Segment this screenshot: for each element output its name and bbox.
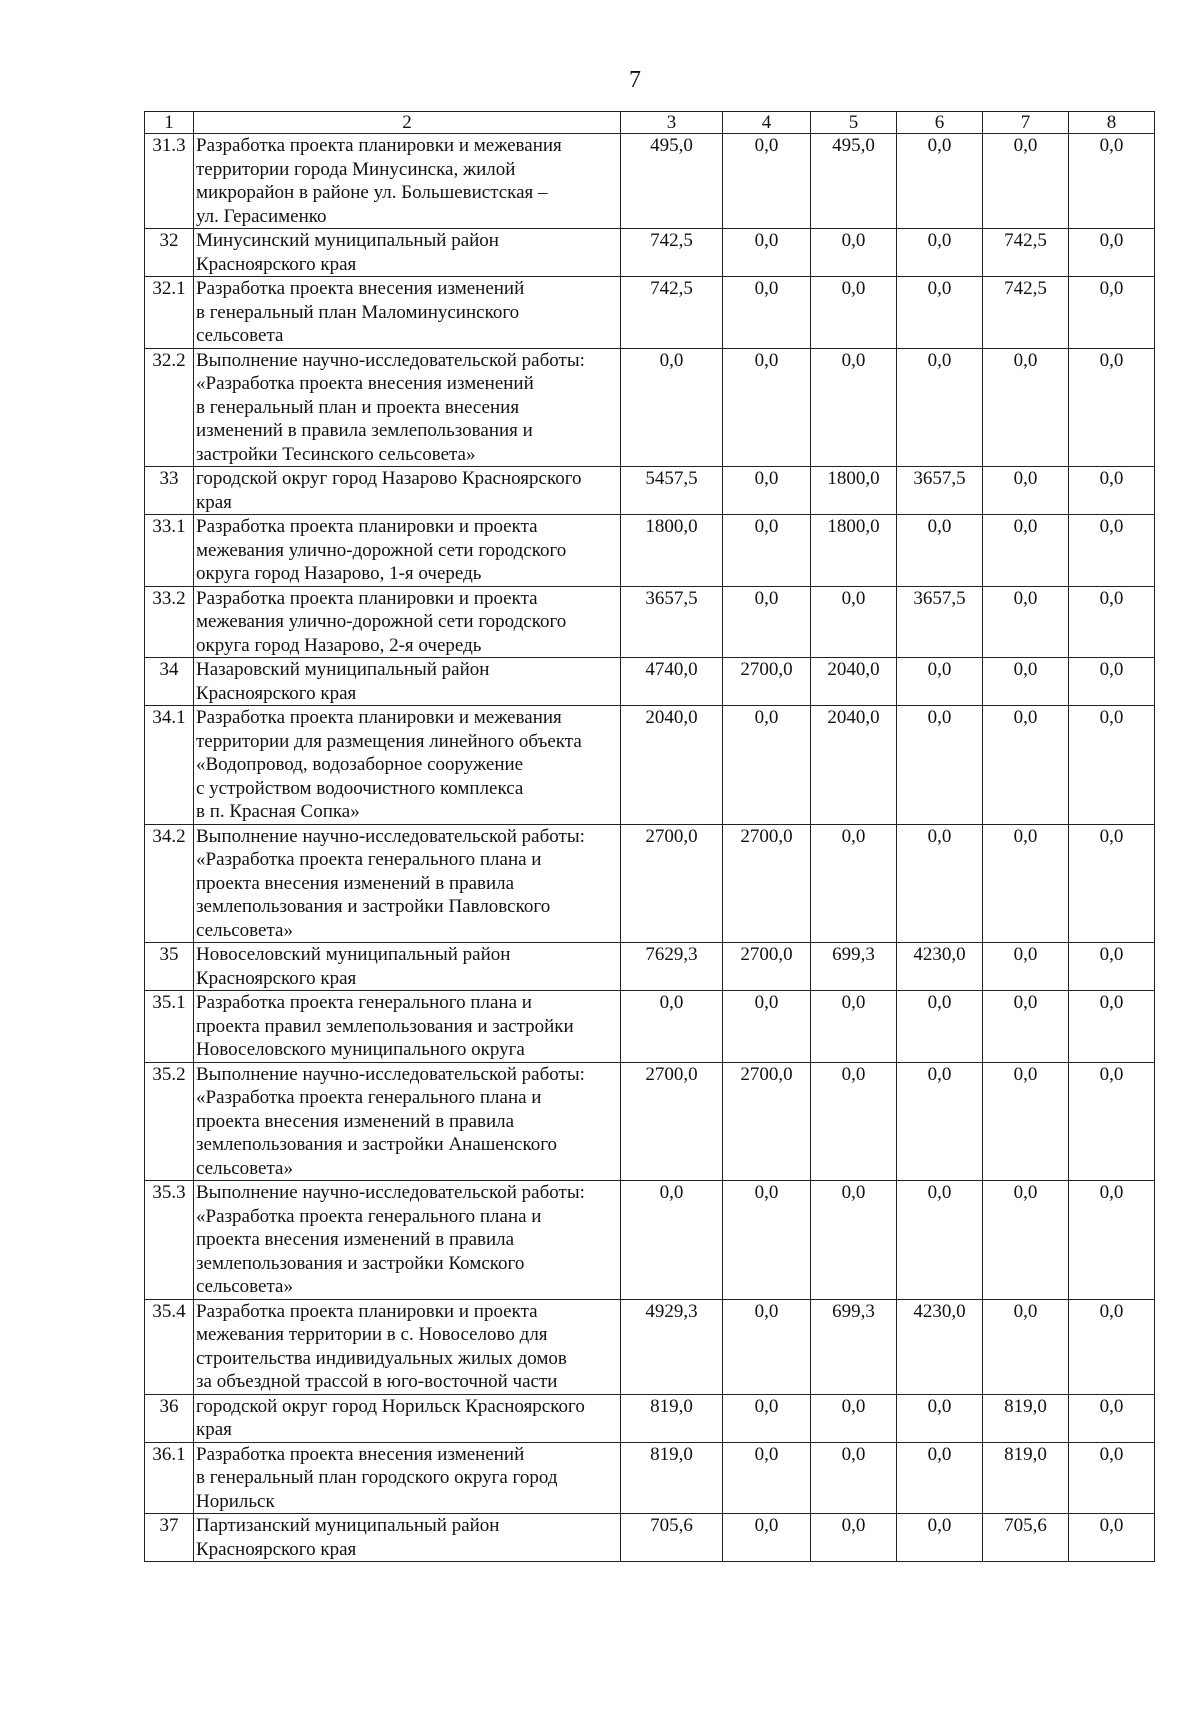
description-line: «Водопровод, водозаборное сооружение <box>196 754 524 775</box>
row-number: 31.3 <box>145 134 194 229</box>
value-cell-col-8: 0,0 <box>1069 1062 1155 1181</box>
value-cell-col-4: 0,0 <box>723 1514 811 1562</box>
description-line: межевания улично-дорожной сети городского <box>196 539 567 561</box>
table-row <box>145 706 1155 825</box>
column-header: 8 <box>1069 112 1155 134</box>
value-cell-col-4: 0,0 <box>723 586 811 658</box>
value-cell-col-7: 705,6 <box>983 1514 1069 1562</box>
table-row <box>145 943 1155 991</box>
value-cell-col-7: 0,0 <box>983 991 1069 1063</box>
table-row <box>145 658 1155 706</box>
value-cell-col-7: 0,0 <box>983 706 1069 825</box>
value-cell-col-3: 4740,0 <box>621 658 723 706</box>
description-line: Разработка проекта генерального плана и <box>196 992 532 1013</box>
description-line: проекта внесения изменений в правила <box>196 1110 515 1132</box>
row-description <box>194 943 621 991</box>
description-line: «Разработка проекта генерального плана и <box>196 1087 542 1108</box>
header-row <box>145 112 1155 134</box>
description-line: Разработка проекта планировки и межевания <box>196 135 562 156</box>
description-line: в генеральный план городского округа город <box>196 1467 558 1488</box>
value-cell-col-3: 2040,0 <box>621 706 723 825</box>
row-description <box>194 134 621 229</box>
value-cell-col-8: 0,0 <box>1069 586 1155 658</box>
row-number: 35.4 <box>145 1299 194 1394</box>
value-cell-col-7: 0,0 <box>983 1299 1069 1394</box>
description-line: в генеральный план Маломинусинского <box>196 301 520 323</box>
value-cell-col-3: 2700,0 <box>621 824 723 943</box>
value-cell-col-4: 0,0 <box>723 1299 811 1394</box>
value-cell-col-8: 0,0 <box>1069 515 1155 587</box>
funding-table <box>144 111 1155 1562</box>
value-cell-col-7: 0,0 <box>983 658 1069 706</box>
value-cell-col-8: 0,0 <box>1069 467 1155 515</box>
description-line: городской округ город Назарово Красноярского <box>196 468 582 489</box>
page-number: 7 <box>629 67 641 93</box>
value-cell-col-6: 0,0 <box>897 1181 983 1300</box>
value-cell-col-5: 0,0 <box>811 991 897 1063</box>
description-line: проекта правил землепользования и застройки <box>196 1015 574 1037</box>
description-line: Разработка проекта планировки и проекта <box>196 516 538 537</box>
description-line: землепользования и застройки Комского <box>196 1252 525 1274</box>
value-cell-col-7: 0,0 <box>983 1062 1069 1181</box>
row-number: 36 <box>145 1394 194 1442</box>
value-cell-col-5: 0,0 <box>811 229 897 277</box>
description-line: территории для размещения линейного объекта <box>196 730 582 752</box>
value-cell-col-4: 2700,0 <box>723 824 811 943</box>
column-header: 2 <box>194 112 621 134</box>
table-row <box>145 467 1155 515</box>
description-line: Партизанский муниципальный район <box>196 1515 500 1536</box>
value-cell-col-3: 742,5 <box>621 277 723 349</box>
description-line: строительства индивидуальных жилых домов <box>196 1347 567 1369</box>
description-line: межевания территории в с. Новоселово для <box>196 1324 548 1345</box>
column-header: 6 <box>897 112 983 134</box>
table-row <box>145 229 1155 277</box>
value-cell-col-6: 4230,0 <box>897 1299 983 1394</box>
description-line: ул. Герасименко <box>196 205 327 227</box>
value-cell-col-7: 0,0 <box>983 515 1069 587</box>
value-cell-col-3: 819,0 <box>621 1442 723 1514</box>
value-cell-col-7: 819,0 <box>983 1394 1069 1442</box>
value-cell-col-5: 495,0 <box>811 134 897 229</box>
value-cell-col-8: 0,0 <box>1069 1299 1155 1394</box>
description-line: Назаровский муниципальный район <box>196 659 490 680</box>
description-line: Новоселовский муниципальный район <box>196 944 511 965</box>
value-cell-col-6: 3657,5 <box>897 586 983 658</box>
value-cell-col-6: 0,0 <box>897 1394 983 1442</box>
table-row <box>145 1394 1155 1442</box>
value-cell-col-6: 0,0 <box>897 134 983 229</box>
row-number: 34.2 <box>145 824 194 943</box>
value-cell-col-3: 2700,0 <box>621 1062 723 1181</box>
value-cell-col-8: 0,0 <box>1069 658 1155 706</box>
value-cell-col-4: 0,0 <box>723 991 811 1063</box>
row-number: 33.1 <box>145 515 194 587</box>
description-line: Красноярского края <box>196 967 357 989</box>
value-cell-col-7: 0,0 <box>983 586 1069 658</box>
description-line: сельсовета» <box>196 1276 293 1297</box>
value-cell-col-8: 0,0 <box>1069 706 1155 825</box>
description-line: Красноярского края <box>196 253 357 275</box>
description-line: землепользования и застройки Анашенского <box>196 1134 558 1155</box>
value-cell-col-4: 2700,0 <box>723 943 811 991</box>
row-number: 32 <box>145 229 194 277</box>
row-description <box>194 229 621 277</box>
row-description <box>194 1394 621 1442</box>
value-cell-col-7: 0,0 <box>983 943 1069 991</box>
value-cell-col-4: 0,0 <box>723 134 811 229</box>
description-line: за объездной трассой в юго-восточной части <box>196 1371 558 1392</box>
value-cell-col-4: 0,0 <box>723 277 811 349</box>
row-number: 36.1 <box>145 1442 194 1514</box>
description-line: Разработка проекта планировки и межевания <box>196 707 562 728</box>
value-cell-col-3: 742,5 <box>621 229 723 277</box>
column-header: 7 <box>983 112 1069 134</box>
value-cell-col-7: 0,0 <box>983 1181 1069 1300</box>
description-line: края <box>196 491 232 513</box>
column-header: 5 <box>811 112 897 134</box>
row-number: 34 <box>145 658 194 706</box>
value-cell-col-5: 0,0 <box>811 1062 897 1181</box>
table-row <box>145 1299 1155 1394</box>
row-description <box>194 991 621 1063</box>
description-line: края <box>196 1419 232 1440</box>
row-number: 35.2 <box>145 1062 194 1181</box>
description-line: Разработка проекта внесения изменений <box>196 278 525 299</box>
value-cell-col-4: 0,0 <box>723 706 811 825</box>
value-cell-col-8: 0,0 <box>1069 134 1155 229</box>
row-number: 32.2 <box>145 348 194 467</box>
value-cell-col-3: 1800,0 <box>621 515 723 587</box>
row-number: 33 <box>145 467 194 515</box>
table-row <box>145 824 1155 943</box>
value-cell-col-5: 0,0 <box>811 1394 897 1442</box>
value-cell-col-3: 495,0 <box>621 134 723 229</box>
value-cell-col-6: 0,0 <box>897 824 983 943</box>
row-description <box>194 1299 621 1394</box>
value-cell-col-4: 2700,0 <box>723 1062 811 1181</box>
description-line: сельсовета <box>196 325 284 346</box>
description-line: землепользования и застройки Павловского <box>196 896 551 917</box>
description-line: Разработка проекта внесения изменений <box>196 1443 525 1465</box>
value-cell-col-6: 0,0 <box>897 229 983 277</box>
description-line: Норильск <box>196 1490 275 1512</box>
value-cell-col-5: 0,0 <box>811 348 897 467</box>
row-description <box>194 1442 621 1514</box>
value-cell-col-8: 0,0 <box>1069 824 1155 943</box>
value-cell-col-5: 1800,0 <box>811 515 897 587</box>
description-line: застройки Тесинского сельсовета» <box>196 443 476 465</box>
value-cell-col-6: 0,0 <box>897 277 983 349</box>
value-cell-col-5: 699,3 <box>811 1299 897 1394</box>
description-line: Выполнение научно-исследовательской работы: <box>196 825 585 847</box>
table-row <box>145 1181 1155 1300</box>
row-number: 34.1 <box>145 706 194 825</box>
value-cell-col-4: 0,0 <box>723 348 811 467</box>
row-description <box>194 1181 621 1300</box>
description-line: в п. Красная Сопка» <box>196 801 360 822</box>
description-line: городской округ город Норильск Красноярского <box>196 1395 585 1417</box>
value-cell-col-5: 0,0 <box>811 824 897 943</box>
value-cell-col-5: 1800,0 <box>811 467 897 515</box>
value-cell-col-6: 0,0 <box>897 348 983 467</box>
description-line: Красноярского края <box>196 682 357 704</box>
column-header: 3 <box>621 112 723 134</box>
value-cell-col-5: 0,0 <box>811 1514 897 1562</box>
description-line: в генеральный план и проекта внесения <box>196 396 520 418</box>
value-cell-col-8: 0,0 <box>1069 348 1155 467</box>
value-cell-col-3: 4929,3 <box>621 1299 723 1394</box>
value-cell-col-6: 4230,0 <box>897 943 983 991</box>
value-cell-col-8: 0,0 <box>1069 277 1155 349</box>
value-cell-col-3: 5457,5 <box>621 467 723 515</box>
value-cell-col-3: 0,0 <box>621 1181 723 1300</box>
row-description <box>194 277 621 349</box>
description-line: округа город Назарово, 2-я очередь <box>196 634 482 656</box>
value-cell-col-5: 0,0 <box>811 1181 897 1300</box>
value-cell-col-5: 2040,0 <box>811 658 897 706</box>
row-description <box>194 586 621 658</box>
value-cell-col-7: 819,0 <box>983 1442 1069 1514</box>
row-description <box>194 467 621 515</box>
description-line: изменений в правила землепользования и <box>196 420 533 441</box>
row-number: 33.2 <box>145 586 194 658</box>
value-cell-col-5: 0,0 <box>811 1442 897 1514</box>
value-cell-col-5: 699,3 <box>811 943 897 991</box>
description-line: территории города Минусинска, жилой <box>196 158 516 180</box>
row-description <box>194 658 621 706</box>
value-cell-col-4: 0,0 <box>723 1181 811 1300</box>
value-cell-col-4: 0,0 <box>723 229 811 277</box>
description-line: с устройством водоочистного комплекса <box>196 777 524 799</box>
row-description <box>194 348 621 467</box>
description-line: Минусинский муниципальный район <box>196 230 499 251</box>
description-line: микрорайон в районе ул. Большевистская – <box>196 182 548 203</box>
value-cell-col-7: 0,0 <box>983 467 1069 515</box>
table-row <box>145 348 1155 467</box>
table-row <box>145 1514 1155 1562</box>
value-cell-col-4: 0,0 <box>723 467 811 515</box>
table-row <box>145 991 1155 1063</box>
value-cell-col-7: 0,0 <box>983 824 1069 943</box>
value-cell-col-6: 0,0 <box>897 1514 983 1562</box>
value-cell-col-7: 0,0 <box>983 134 1069 229</box>
value-cell-col-4: 0,0 <box>723 1394 811 1442</box>
value-cell-col-8: 0,0 <box>1069 1442 1155 1514</box>
description-line: Разработка проекта планировки и проекта <box>196 587 538 609</box>
description-line: Выполнение научно-исследовательской работы: <box>196 349 585 371</box>
value-cell-col-6: 0,0 <box>897 991 983 1063</box>
row-number: 35.3 <box>145 1181 194 1300</box>
table-row <box>145 586 1155 658</box>
table-row <box>145 1062 1155 1181</box>
value-cell-col-3: 3657,5 <box>621 586 723 658</box>
value-cell-col-3: 705,6 <box>621 1514 723 1562</box>
value-cell-col-7: 742,5 <box>983 229 1069 277</box>
value-cell-col-6: 0,0 <box>897 515 983 587</box>
description-line: Красноярского края <box>196 1538 357 1560</box>
value-cell-col-6: 0,0 <box>897 1442 983 1514</box>
value-cell-col-7: 742,5 <box>983 277 1069 349</box>
row-description <box>194 1514 621 1562</box>
table-row <box>145 515 1155 587</box>
value-cell-col-4: 2700,0 <box>723 658 811 706</box>
description-line: Выполнение научно-исследовательской работы: <box>196 1063 585 1085</box>
row-number: 35.1 <box>145 991 194 1063</box>
value-cell-col-4: 0,0 <box>723 515 811 587</box>
description-line: сельсовета» <box>196 919 293 941</box>
value-cell-col-6: 0,0 <box>897 706 983 825</box>
description-line: «Разработка проекта генерального плана и <box>196 849 542 870</box>
row-description <box>194 706 621 825</box>
value-cell-col-8: 0,0 <box>1069 1394 1155 1442</box>
description-line: проекта внесения изменений в правила <box>196 872 515 894</box>
value-cell-col-5: 0,0 <box>811 277 897 349</box>
table-row <box>145 1442 1155 1514</box>
value-cell-col-8: 0,0 <box>1069 229 1155 277</box>
description-line: Новоселовского муниципального округа <box>196 1039 525 1060</box>
value-cell-col-4: 0,0 <box>723 1442 811 1514</box>
value-cell-col-8: 0,0 <box>1069 1181 1155 1300</box>
row-description <box>194 1062 621 1181</box>
description-line: сельсовета» <box>196 1157 293 1179</box>
row-description <box>194 515 621 587</box>
description-line: «Разработка проекта генерального плана и <box>196 1205 542 1227</box>
value-cell-col-3: 0,0 <box>621 991 723 1063</box>
value-cell-col-3: 7629,3 <box>621 943 723 991</box>
row-description <box>194 824 621 943</box>
value-cell-col-7: 0,0 <box>983 348 1069 467</box>
description-line: межевания улично-дорожной сети городского <box>196 611 567 632</box>
row-number: 35 <box>145 943 194 991</box>
table-body <box>145 112 1155 1562</box>
description-line: проекта внесения изменений в правила <box>196 1229 515 1250</box>
value-cell-col-6: 0,0 <box>897 658 983 706</box>
table-row <box>145 277 1155 349</box>
value-cell-col-3: 819,0 <box>621 1394 723 1442</box>
value-cell-col-8: 0,0 <box>1069 991 1155 1063</box>
description-line: округа город Назарово, 1-я очередь <box>196 563 482 584</box>
column-header: 4 <box>723 112 811 134</box>
value-cell-col-8: 0,0 <box>1069 1514 1155 1562</box>
value-cell-col-3: 0,0 <box>621 348 723 467</box>
row-number: 32.1 <box>145 277 194 349</box>
value-cell-col-6: 0,0 <box>897 1062 983 1181</box>
value-cell-col-8: 0,0 <box>1069 943 1155 991</box>
value-cell-col-5: 0,0 <box>811 586 897 658</box>
value-cell-col-5: 2040,0 <box>811 706 897 825</box>
column-header: 1 <box>145 112 194 134</box>
value-cell-col-6: 3657,5 <box>897 467 983 515</box>
table-row <box>145 134 1155 229</box>
row-number: 37 <box>145 1514 194 1562</box>
description-line: Выполнение научно-исследовательской работы: <box>196 1182 585 1203</box>
description-line: «Разработка проекта внесения изменений <box>196 373 534 394</box>
description-line: Разработка проекта планировки и проекта <box>196 1300 538 1322</box>
